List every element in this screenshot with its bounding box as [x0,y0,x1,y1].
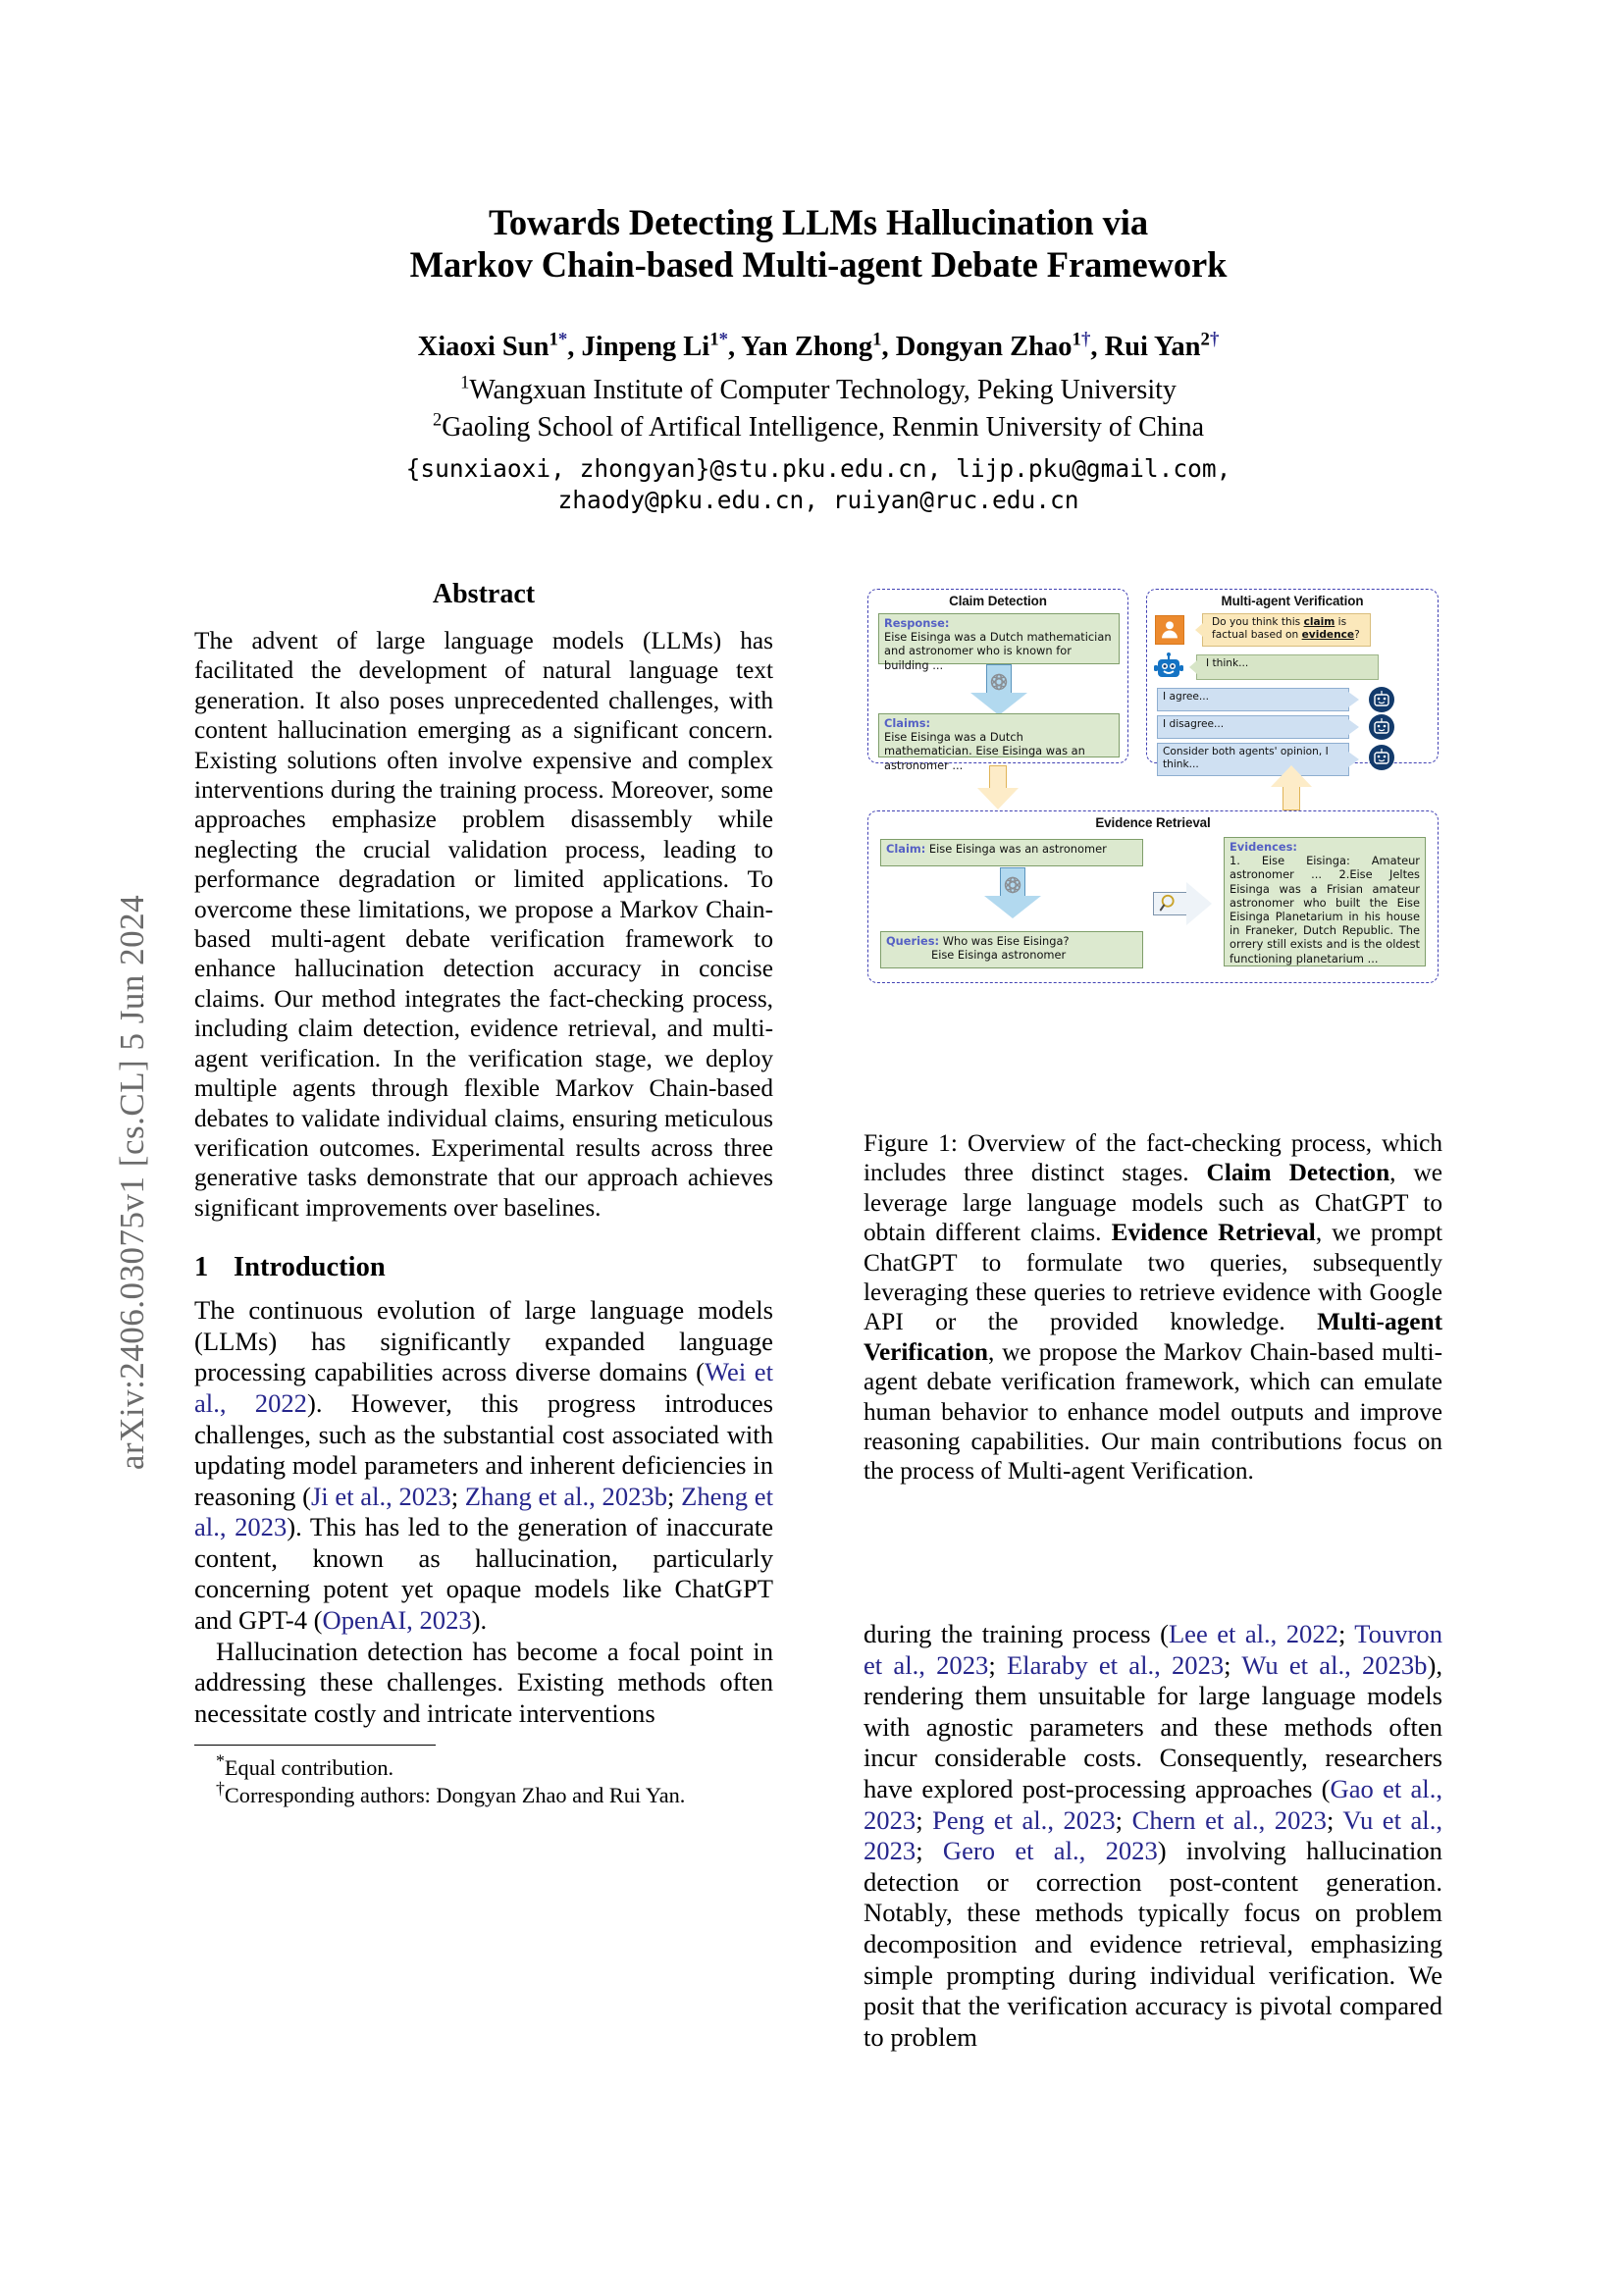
queries-line-1: Who was Eise Eisinga? [942,934,1070,948]
chatgpt-swirl-icon [988,671,1010,693]
magnifier-icon [1159,893,1180,914]
intro-p1-d: ). This has led to the generation of inaccurate content, known as hallucination, particularly concerning potent yet opaque models like ChatGPT and GPT-4 ( [194,1512,773,1636]
section-title: Introduction [234,1252,386,1283]
figure-1-caption [864,1128,1442,1487]
evidences-box [1224,837,1426,966]
author-5-aff: 2 [1200,329,1210,350]
right-column [864,579,1443,2052]
bubble-agent-think-text: I think... [1206,657,1249,669]
title-block [194,0,1442,515]
email-line-1: {sunxiaoxi, zhongyan}@stu.pku.edu.cn, lijp.pku@gmail.com, [405,454,1231,483]
queries-box [880,931,1143,968]
sep: ; [450,1481,465,1511]
sep: ; [916,1836,943,1866]
author-4: Dongyan Zhao [895,332,1073,362]
panel-evidence-retrieval-title: Evidence Retrieval [1095,815,1211,830]
chatgpt-arrow-evidence-retrieval [984,867,1041,918]
affiliation-2-text: Gaoling School of Artifical Intelligence, Renmin University of China [442,411,1205,443]
claim-label: Claim: [886,842,926,856]
bubble-disagree [1157,715,1349,739]
human-avatar-icon [1155,615,1184,645]
title-line-1: Towards Detecting LLMs Hallucination via [489,202,1148,242]
arrow-head [977,788,1019,809]
citation-chern[interactable]: Chern et al., 2023 [1131,1804,1327,1835]
footnote-1-text: Equal contribution. [224,1755,394,1781]
bubble-consider-both-text: Consider both agents' opinion, I think... [1163,746,1329,770]
sep: ; [988,1649,1007,1680]
caption-p3: , we prompt ChatGPT to formulate two queries, subsequently leveraging these queries to retrieve evidence with Google API or the provided knowledge. [864,1219,1442,1336]
title-line-2: Markov Chain-based Multi-agent Debate Framework [409,244,1228,285]
citation-zhang[interactable]: Zhang et al., 2023b [464,1481,668,1511]
page-title [194,201,1442,286]
affiliation-1-text: Wangxuan Institute of Computer Technology, Peking University [469,375,1177,405]
citation-gao[interactable]: Gao et al., 2023 [864,1773,1442,1835]
left-column [194,579,773,1809]
footnote-rule [194,1745,436,1746]
author-list: Xiaoxi Sun$^{1*}$, Jinpeng $Li^{1*}$, Yan Zhong$^1$, Dongyan Zhao$^{1\dagger}$, Rui Yan$^{2\dagger}$ [417,329,1220,362]
sep: ; [1115,1804,1132,1835]
rc-p1-b: ), rendering them unsuitable for large language models with agnostic parameters and these methods often incur considerable costs. Consequently, researchers have explored post-processing approaches ( [864,1649,1442,1803]
author-3-aff: 1 [872,329,882,350]
response-label: Response: [884,616,950,630]
citation-openai[interactable]: OpenAI, 2023 [322,1605,472,1636]
footnote-2-mark: † [216,1779,225,1800]
affiliation-1 [194,374,1442,408]
claims-box [878,713,1120,772]
evidences-text: 1. Eise Eisinga: Amateur astronomer ... 2.Eise Jeltes Eisinga was a Frisian amateur astronomer who built the Eise Eisinga Planetarium in his house in Franeker, Dutch Republic. The orrery still exists and is the oldest functioning planetarium ... [1230,854,1420,965]
agent-avatar-icon-3 [1369,745,1394,770]
panel-multi-agent-verification [1146,589,1439,770]
affiliation-1-sup: 1 [460,372,470,392]
citation-ji[interactable]: Ji et al., 2023 [310,1481,451,1511]
panel-evidence-retrieval [867,810,1439,983]
robot-circle-glyph-icon [1369,745,1394,770]
caption-p2: , we leverage large language models such as ChatGPT to obtain different claims. [864,1159,1442,1247]
paper-page [194,0,1442,2295]
citation-peng[interactable]: Peng et al., 2023 [932,1804,1116,1835]
author-2: Jinpeng Li [581,332,710,362]
evidences-label: Evidences: [1230,840,1297,854]
intro-p1-a: The continuous evolution of large language models (LLMs) has significantly expanded language processing capabilities across diverse domains ( [194,1295,773,1387]
footnote-1-mark: * [216,1751,225,1772]
panel-multi-agent-title: Multi-agent Verification [1221,594,1364,608]
person-glyph-icon [1156,616,1183,644]
response-text: Eise Eisinga was a Dutch mathematician and astronomer who is known for building ... [884,630,1112,672]
arxiv-stamp: arXiv:2406.03075v1 [cs.CL] 5 Jun 2024 [113,894,151,1471]
author-4-mark: † [1080,329,1091,350]
arrow-shaft [989,765,1007,789]
arrow-shaft [1283,787,1300,810]
chatgpt-arrow-claim-detection [970,664,1027,715]
arrow-head [970,693,1027,715]
bubble-human-question [1202,613,1371,647]
chatgpt-swirl-icon [1002,874,1023,896]
caption-bold-claim-detection: Claim Detection [1206,1159,1390,1187]
figure-1 [864,579,1442,1089]
caption-p1: Figure 1: Overview of the fact-checking process, which includes three distinct stages. [864,1129,1442,1187]
sep: ; [1326,1804,1343,1835]
claims-label: Claims: [884,716,931,730]
caption-bold-evidence-retrieval: Evidence Retrieval [1111,1219,1316,1247]
author-5: Rui Yan [1104,332,1201,362]
section-heading-introduction [194,1252,773,1283]
arrow-head [984,896,1041,918]
bubble-consider-both [1157,743,1349,776]
queries-line-2: Eise Eisinga astronomer [931,948,1067,963]
panel-claim-detection-title: Claim Detection [949,594,1047,608]
citation-wei[interactable]: Wei et al., 2022 [194,1357,773,1418]
footnote-1 [194,1751,773,1782]
author-3: Yan Zhong [741,332,873,362]
panel-claim-detection [867,589,1128,772]
sep: ; [667,1481,682,1511]
citation-gero[interactable]: Gero et al., 2023 [942,1836,1158,1866]
robot-circle-glyph-icon [1369,687,1394,712]
affiliation-2 [194,411,1442,445]
search-arrow [1153,882,1214,925]
author-1-aff: 1 [549,329,558,350]
author-2-mark: * [718,329,729,350]
citation-wu[interactable]: Wu et al., 2023b [1241,1649,1428,1680]
abstract-body: The advent of large language models (LLMs) has facilitated the development of natural language text generation. It also poses unprecedented challenges, with content hallucination emerging as a significant concern. Existing solutions often involve expensive and complex interventions during the training process. Moreover, some approaches emphasize problem disassembly while neglecting the crucial validation process, leading to performance degradation or limited applications. To overcome these limitations, we propose a Markov Chain-based multi-agent debate verification framework to enhance hallucination detection accuracy in concise claims. Our method integrates the fact-checking process, including claim detection, evidence retrieval, and multi-agent verification. In the verification stage, we deploy multiple agents through flexible Markov Chain-based debates to validate individual claims, ensuring meticulous verification outcomes. Experimental results across three generative tasks demonstrate that our approach achieves significant improvements over baselines. [194,627,773,1222]
claim-box [880,839,1143,866]
bubble-agent-think [1196,654,1379,680]
q-pre: Do you think this [1212,616,1304,628]
rc-p1-c: ) involving hallucination detection or correction post-content generation. Notably, these methods typically focus on problem decomposition and evidence retrieval, emphasizing simple prompting during individual verification. We posit that the verification accuracy is pivotal compared to problem [864,1836,1442,2052]
rc-p1-a: during the training process ( [864,1619,1169,1648]
bubble-human-question-text [1212,616,1366,641]
sep: ; [1337,1619,1355,1648]
caption-bold-multi-agent: Multi-agent Verification [864,1308,1442,1366]
robot-glyph-icon [1153,652,1184,682]
intro-paragraph-1 [194,1295,773,1637]
bubble-agree [1157,688,1349,711]
queries-label: Queries: [886,934,940,948]
intro-paragraph-2: Hallucination detection has become a focal point in addressing these challenges. Existing methods often necessitate costly and intricate interventions [194,1636,773,1728]
author-5-mark: † [1209,329,1220,350]
citation-elaraby[interactable]: Elaraby et al., 2023 [1006,1649,1225,1680]
intro-p1-e: ). [471,1605,488,1636]
body-columns [194,579,1442,2296]
sep: ; [916,1804,933,1835]
agent-avatar-icon-1 [1369,687,1394,712]
arrow-head [1186,882,1212,925]
footnote-2 [194,1779,773,1809]
citation-zheng[interactable]: Zheng et al., 2023 [194,1481,773,1542]
right-column-paragraph [864,1619,1442,2053]
robot-circle-glyph-icon [1369,714,1394,740]
citation-touvron[interactable]: Touvron et al., 2023 [864,1619,1443,1680]
keyword-evidence: evidence [1301,628,1355,641]
connector-arrow-up [1271,765,1312,810]
sep: ; [1224,1649,1242,1680]
affiliation-2-sup: 2 [432,409,443,430]
claims-text: Eise Eisinga was a Dutch mathematician. Eise Eisinga was an astronomer ... [884,730,1085,772]
author-2-aff: 1 [709,329,719,350]
keyword-claim: claim [1303,616,1335,628]
caption-p4: , we propose the Markov Chain-based multi-agent debate verification framework, which can emulate human behavior to enhance model outputs and improve reasoning capabilities. Our main contributions focus on the process of Multi-agent Verification. [864,1337,1442,1486]
connector-arrow-down [977,765,1019,810]
response-box [878,613,1120,672]
author-1-mark: * [557,329,568,350]
email-line-2: zhaody@pku.edu.cn, ruiyan@ruc.edu.cn [557,486,1079,514]
q-post: ? [1354,628,1360,641]
abstract-heading: Abstract [432,579,536,609]
q-mid: is factual based on [1212,616,1347,641]
intro-p1-b: ). However, this progress introduces challenges, such as the substantial cost associated with updating model parameters and inherent deficiencies in reasoning ( [194,1387,773,1511]
claim-text: Eise Eisinga was an astronomer [928,842,1107,856]
bubble-agree-text: I agree... [1163,691,1209,703]
robot-avatar-icon [1153,652,1184,682]
arrow-head [1271,765,1312,787]
citation-lee[interactable]: Lee et al., 2022 [1168,1619,1338,1648]
author-4-aff: 1 [1072,329,1081,350]
author-1: Xiaoxi Sun [417,332,550,362]
bubble-disagree-text: I disagree... [1163,718,1225,730]
citation-vu[interactable]: Vu et al., 2023 [864,1804,1442,1866]
footnote-2-text: Corresponding authors: Dongyan Zhao and Rui Yan. [224,1783,686,1808]
section-number: 1 [194,1252,209,1283]
agent-avatar-icon-2 [1369,714,1394,740]
